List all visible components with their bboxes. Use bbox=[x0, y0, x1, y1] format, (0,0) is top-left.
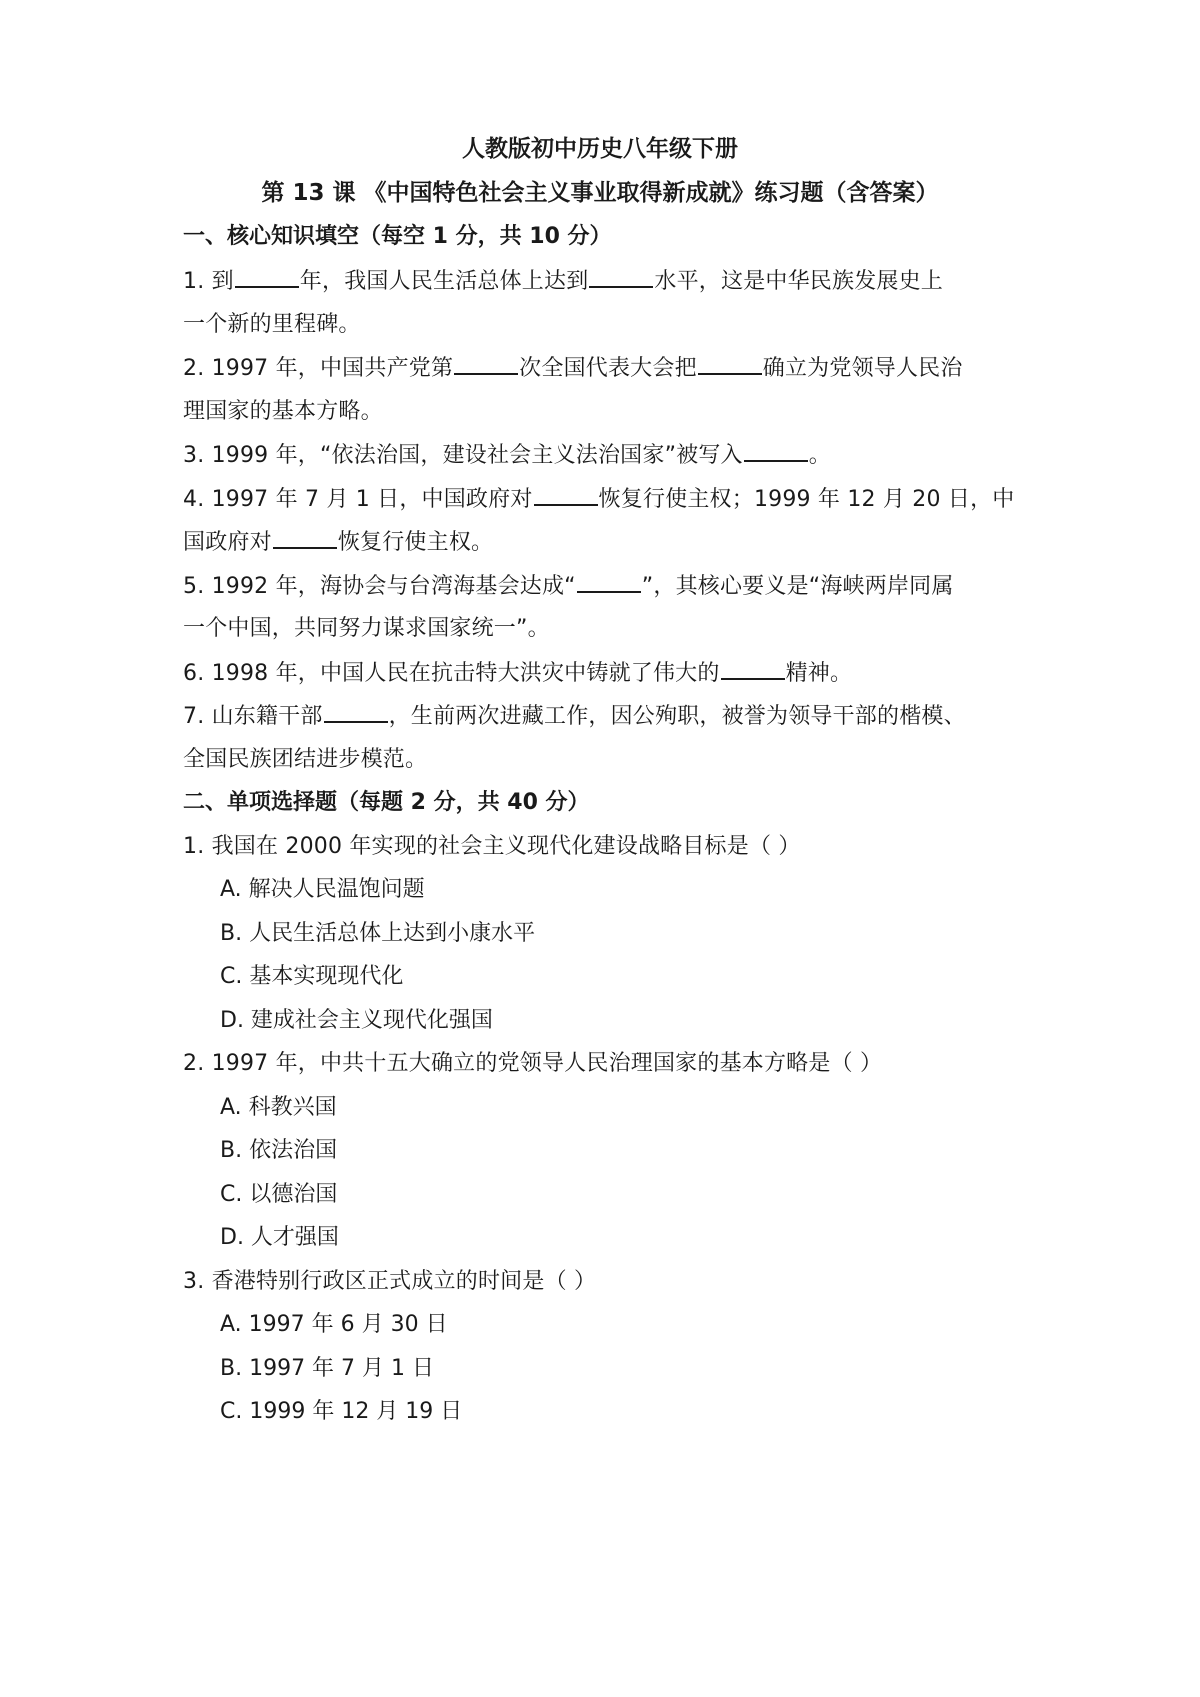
question-text: 5. 1992 年，海协会与台湾海基会达成“ bbox=[183, 574, 576, 599]
answer-blank[interactable] bbox=[324, 701, 388, 723]
fill-question-5-line-1 bbox=[183, 571, 954, 602]
choice-question-3-stem: 3. 香港特别行政区正式成立的时间是（ ） bbox=[183, 1269, 597, 1294]
question-text: 2. 1997 年，中国共产党第 bbox=[183, 356, 454, 381]
choice-question-2-option-a[interactable]: A. 科教兴国 bbox=[220, 1095, 337, 1120]
answer-blank[interactable] bbox=[273, 527, 337, 549]
answer-blank[interactable] bbox=[235, 266, 299, 288]
fill-question-7-line-2: 全国民族团结进步模范。 bbox=[183, 747, 428, 772]
answer-blank[interactable] bbox=[698, 353, 762, 375]
choice-question-1-stem: 1. 我国在 2000 年实现的社会主义现代化建设战略目标是（ ） bbox=[183, 834, 801, 859]
question-text: 7. 山东籍干部 bbox=[183, 704, 323, 729]
choice-question-3-option-a[interactable]: A. 1997 年 6 月 30 日 bbox=[220, 1312, 448, 1337]
question-text: 水平，这是中华民族发展史上 bbox=[654, 269, 944, 294]
question-text: 恢复行使主权；1999 年 12 月 20 日，中 bbox=[598, 487, 1015, 512]
answer-blank[interactable] bbox=[534, 484, 598, 506]
choice-question-2-option-b[interactable]: B. 依法治国 bbox=[220, 1138, 338, 1163]
choice-question-1-option-d[interactable]: D. 建成社会主义现代化强国 bbox=[220, 1008, 493, 1033]
answer-blank[interactable] bbox=[454, 353, 518, 375]
fill-question-4-line-2 bbox=[183, 527, 493, 558]
question-text: 恢复行使主权。 bbox=[337, 530, 494, 555]
choice-question-3-option-c[interactable]: C. 1999 年 12 月 19 日 bbox=[220, 1399, 463, 1424]
choice-question-1-option-a[interactable]: A. 解决人民温饱问题 bbox=[220, 877, 425, 902]
fill-question-3 bbox=[183, 440, 831, 471]
question-text: 4. 1997 年 7 月 1 日，中国政府对 bbox=[183, 487, 533, 512]
document-subtitle: 第 13 课 《中国特色社会主义事业取得新成就》练习题（含答案） bbox=[261, 180, 939, 206]
question-text: 1. 到 bbox=[183, 269, 234, 294]
fill-question-4-line-1 bbox=[183, 484, 1015, 515]
choice-question-2-stem: 2. 1997 年，中共十五大确立的党领导人民治理国家的基本方略是（ ） bbox=[183, 1051, 883, 1076]
question-text: 国政府对 bbox=[183, 530, 272, 555]
question-text: 年，我国人民生活总体上达到 bbox=[299, 269, 589, 294]
fill-question-1-line-1 bbox=[183, 266, 943, 297]
choice-question-2-option-d[interactable]: D. 人才强国 bbox=[220, 1225, 339, 1250]
question-text: 3. 1999 年，“依法治国，建设社会主义法治国家”被写入 bbox=[183, 443, 743, 468]
question-text: 确立为党领导人民治 bbox=[762, 356, 963, 381]
answer-blank[interactable] bbox=[577, 571, 641, 593]
section-heading-fill-blank: 一、核心知识填空（每空 1 分，共 10 分） bbox=[183, 224, 612, 249]
answer-blank[interactable] bbox=[721, 658, 785, 680]
fill-question-5-line-2: 一个中国，共同努力谋求国家统一”。 bbox=[183, 616, 550, 641]
fill-question-2-line-1 bbox=[183, 353, 963, 384]
choice-question-1-option-b[interactable]: B. 人民生活总体上达到小康水平 bbox=[220, 921, 536, 946]
answer-blank[interactable] bbox=[744, 440, 808, 462]
choice-question-3-option-b[interactable]: B. 1997 年 7 月 1 日 bbox=[220, 1356, 435, 1381]
question-text: 次全国代表大会把 bbox=[519, 356, 697, 381]
fill-question-1-line-2: 一个新的里程碑。 bbox=[183, 312, 361, 337]
answer-blank[interactable] bbox=[589, 266, 653, 288]
fill-question-6 bbox=[183, 658, 852, 689]
question-text: ，生前两次进藏工作，因公殉职，被誉为领导干部的楷模、 bbox=[388, 704, 966, 729]
document-title: 人教版初中历史八年级下册 bbox=[462, 136, 738, 162]
fill-question-2-line-2: 理国家的基本方略。 bbox=[183, 399, 383, 424]
fill-question-7-line-1 bbox=[183, 701, 966, 732]
question-text: ”，其核心要义是“海峡两岸同属 bbox=[641, 574, 954, 599]
choice-question-2-option-c[interactable]: C. 以德治国 bbox=[220, 1182, 338, 1207]
question-text: 精神。 bbox=[785, 661, 853, 686]
question-text: 6. 1998 年，中国人民在抗击特大洪灾中铸就了伟大的 bbox=[183, 661, 720, 686]
choice-question-1-option-c[interactable]: C. 基本实现现代化 bbox=[220, 964, 404, 989]
question-text: 。 bbox=[808, 443, 831, 468]
section-heading-multiple-choice: 二、单项选择题（每题 2 分，共 40 分） bbox=[183, 790, 590, 815]
